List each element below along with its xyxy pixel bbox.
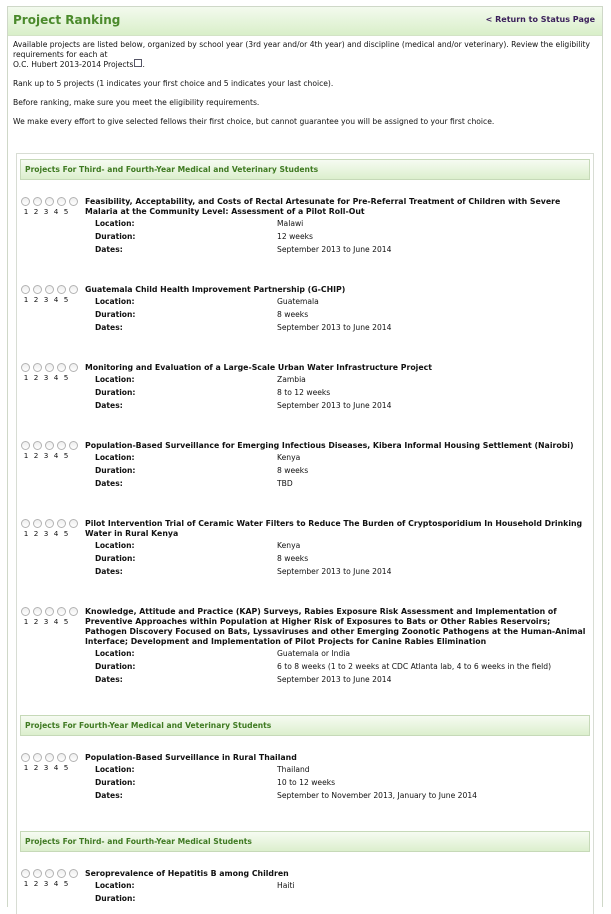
project-location-row — [85, 763, 593, 776]
rank-radio-group — [21, 197, 81, 206]
rank-radio-2[interactable] — [33, 285, 42, 294]
rank-number-label: 2 — [33, 763, 39, 772]
rank-number-label: 3 — [43, 207, 49, 216]
dates-label: Dates: — [95, 479, 123, 488]
location-label: Location: — [95, 765, 135, 774]
rank-radio-5[interactable] — [69, 285, 78, 294]
project-dates-row — [85, 789, 593, 802]
duration-value: 8 to 12 weeks — [277, 388, 331, 397]
rank-numbers — [21, 529, 81, 538]
rank-number-label: 4 — [53, 207, 59, 216]
rank-radio-group — [21, 441, 81, 450]
projects-link[interactable]: O.C. Hubert 2013-2014 Projects — [13, 60, 134, 69]
rank-radio-1[interactable] — [21, 753, 30, 762]
rank-radio-5[interactable] — [69, 197, 78, 206]
section-header: Projects For Third- and Fourth-Year Medical and Veterinary Students — [20, 159, 590, 180]
rank-radio-3[interactable] — [45, 363, 54, 372]
dates-label: Dates: — [95, 791, 123, 800]
location-value: Thailand — [277, 765, 310, 774]
project-dates-row — [85, 673, 593, 686]
project-duration-row — [85, 230, 593, 243]
project-duration-row — [85, 776, 593, 789]
rank-radio-3[interactable] — [45, 519, 54, 528]
project-title: Feasibility, Acceptability, and Costs of Rectal Artesunate for Pre-Referral Treatment of Children with Severe Malaria at the Community Level: Assessment of a Pilot Roll-Out — [85, 197, 561, 216]
rank-selector — [21, 607, 81, 626]
project-title: Population-Based Surveillance for Emerging Infectious Diseases, Kibera Informal Housing Settlement (Nairobi) — [85, 441, 574, 450]
dates-value: TBD — [277, 479, 293, 488]
project-title: Guatemala Child Health Improvement Partnership (G-CHIP) — [85, 285, 346, 294]
rank-radio-4[interactable] — [57, 441, 66, 450]
location-value: Haiti — [277, 881, 295, 890]
dates-label: Dates: — [95, 567, 123, 576]
rank-radio-3[interactable] — [45, 197, 54, 206]
rank-radio-4[interactable] — [57, 285, 66, 294]
rank-radio-4[interactable] — [57, 363, 66, 372]
rank-radio-5[interactable] — [69, 753, 78, 762]
rank-radio-1[interactable] — [21, 285, 30, 294]
duration-value: 12 weeks — [277, 232, 313, 241]
rank-radio-4[interactable] — [57, 607, 66, 616]
rank-number-label: 1 — [23, 879, 29, 888]
rank-number-label: 4 — [53, 529, 59, 538]
project-dates-row — [85, 321, 593, 334]
rank-number-label: 1 — [23, 617, 29, 626]
dates-value: September 2013 to June 2014 — [277, 401, 392, 410]
project-title: Seroprevalence of Hepatitis B among Children — [85, 869, 289, 878]
duration-label: Duration: — [95, 232, 136, 241]
period: . — [142, 60, 145, 69]
rank-radio-1[interactable] — [21, 519, 30, 528]
rank-number-label: 1 — [23, 295, 29, 304]
rank-selector — [21, 363, 81, 382]
location-label: Location: — [95, 375, 135, 384]
rank-radio-group — [21, 607, 81, 616]
project-duration-row — [85, 660, 593, 673]
rank-radio-group — [21, 869, 81, 878]
rank-number-label: 5 — [63, 373, 69, 382]
intro-text — [8, 36, 602, 127]
rank-number-label: 1 — [23, 373, 29, 382]
project-title: Population-Based Surveillance in Rural Thailand — [85, 753, 297, 762]
project-duration-row — [85, 892, 593, 905]
project-location-row — [85, 879, 593, 892]
rank-number-label: 3 — [43, 879, 49, 888]
dates-label: Dates: — [95, 323, 123, 332]
rank-radio-2[interactable] — [33, 753, 42, 762]
assignment-note: We make every effort to give selected fellows their first choice, but cannot guarantee you will be assigned to your first choice. — [13, 117, 495, 126]
dates-label: Dates: — [95, 675, 123, 684]
rank-radio-group — [21, 363, 81, 372]
dates-label: Dates: — [95, 401, 123, 410]
rank-radio-2[interactable] — [33, 363, 42, 372]
location-label: Location: — [95, 541, 135, 550]
location-value: Kenya — [277, 541, 301, 550]
duration-label: Duration: — [95, 894, 136, 903]
rank-number-label: 3 — [43, 617, 49, 626]
rank-number-label: 5 — [63, 763, 69, 772]
rank-radio-group — [21, 519, 81, 528]
rank-radio-group — [21, 753, 81, 762]
rank-radio-3[interactable] — [45, 441, 54, 450]
project-item — [17, 519, 593, 578]
eligibility-note: Before ranking, make sure you meet the eligibility requirements. — [13, 98, 260, 107]
project-ranking-panel — [7, 6, 603, 907]
duration-label: Duration: — [95, 554, 136, 563]
rank-radio-2[interactable] — [33, 441, 42, 450]
rank-number-label: 4 — [53, 763, 59, 772]
rank-radio-1[interactable] — [21, 197, 30, 206]
section-header: Projects For Fourth-Year Medical and Veterinary Students — [20, 715, 590, 736]
dates-value: September 2013 to June 2014 — [277, 675, 392, 684]
rank-selector — [21, 753, 81, 772]
location-label: Location: — [95, 219, 135, 228]
rank-radio-5[interactable] — [69, 519, 78, 528]
rank-number-label: 1 — [23, 529, 29, 538]
location-label: Location: — [95, 297, 135, 306]
project-location-row — [85, 373, 593, 386]
rank-radio-group — [21, 285, 81, 294]
rank-number-label: 1 — [23, 451, 29, 460]
intro-paragraph: Available projects are listed below, organized by school year (3rd year and/or 4th year) and discipline (medical and/or veterinary). Review the eligibility requirements for each at — [13, 40, 590, 59]
panel-header — [8, 7, 602, 36]
rank-number-label: 2 — [33, 451, 39, 460]
project-dates-row — [85, 477, 593, 490]
rank-radio-3[interactable] — [45, 285, 54, 294]
rank-radio-4[interactable] — [57, 869, 66, 878]
rank-radio-5[interactable] — [69, 869, 78, 878]
project-location-row — [85, 539, 593, 552]
rank-radio-5[interactable] — [69, 607, 78, 616]
rank-radio-1[interactable] — [21, 869, 30, 878]
project-item — [17, 441, 593, 490]
project-duration-row — [85, 386, 593, 399]
rank-radio-1[interactable] — [21, 441, 30, 450]
duration-value: 6 to 8 weeks (1 to 2 weeks at CDC Atlanta lab, 4 to 6 weeks in the field) — [277, 662, 552, 671]
rank-number-label: 4 — [53, 295, 59, 304]
duration-label: Duration: — [95, 662, 136, 671]
rank-selector — [21, 197, 81, 216]
location-value: Kenya — [277, 453, 301, 462]
duration-label: Duration: — [95, 388, 136, 397]
rank-number-label: 3 — [43, 529, 49, 538]
rank-numbers — [21, 373, 81, 382]
location-label: Location: — [95, 649, 135, 658]
project-location-row — [85, 647, 593, 660]
project-location-row — [85, 217, 593, 230]
project-dates-row — [85, 399, 593, 412]
rank-radio-2[interactable] — [33, 607, 42, 616]
project-location-row — [85, 295, 593, 308]
rank-number-label: 3 — [43, 763, 49, 772]
rank-number-label: 2 — [33, 295, 39, 304]
rank-radio-4[interactable] — [57, 197, 66, 206]
location-value: Guatemala — [277, 297, 319, 306]
rank-selector — [21, 519, 81, 538]
duration-value: 8 weeks — [277, 554, 309, 563]
rank-number-label: 5 — [63, 617, 69, 626]
rank-radio-4[interactable] — [57, 519, 66, 528]
project-duration-row — [85, 464, 593, 477]
rank-number-label: 5 — [63, 451, 69, 460]
return-to-status-link[interactable]: < Return to Status Page — [485, 15, 595, 24]
rank-number-label: 3 — [43, 451, 49, 460]
rank-numbers — [21, 451, 81, 460]
rank-radio-3[interactable] — [45, 607, 54, 616]
rank-number-label: 2 — [33, 373, 39, 382]
rank-radio-2[interactable] — [33, 197, 42, 206]
rank-selector — [21, 441, 81, 460]
duration-value: 8 weeks — [277, 310, 309, 319]
rank-numbers — [21, 207, 81, 216]
rank-radio-4[interactable] — [57, 753, 66, 762]
section-header: Projects For Third- and Fourth-Year Medical Students — [20, 831, 590, 852]
rank-numbers — [21, 617, 81, 626]
rank-radio-2[interactable] — [33, 869, 42, 878]
project-title: Pilot Intervention Trial of Ceramic Water Filters to Reduce The Burden of Cryptosporidium In Household Drinking Water in Rural Kenya — [85, 519, 583, 538]
rank-selector — [21, 869, 81, 888]
dates-value: September 2013 to June 2014 — [277, 323, 392, 332]
project-item — [17, 607, 593, 686]
rank-number-label: 3 — [43, 373, 49, 382]
rank-number-label: 4 — [53, 451, 59, 460]
rank-instructions: Rank up to 5 projects (1 indicates your first choice and 5 indicates your last choice). — [13, 79, 334, 88]
duration-label: Duration: — [95, 778, 136, 787]
dates-value: September 2013 to June 2014 — [277, 245, 392, 254]
project-title: Knowledge, Attitude and Practice (KAP) Surveys, Rabies Exposure Risk Assessment and Implementation of Preventive Approaches within Population at Higher Risk of Exposures to Bats or Other Rabies Reservoirs; Pathogen Discovery Focused on Bats, Lyssaviruses and other Emerging Zoonotic Pathogens at the Human-Animal Interface; Development and Implementation of Pilot Projects for Canine Rabies Elimination — [85, 607, 586, 646]
rank-radio-2[interactable] — [33, 519, 42, 528]
duration-label: Duration: — [95, 466, 136, 475]
project-dates-row — [85, 243, 593, 256]
rank-number-label: 3 — [43, 295, 49, 304]
project-item — [17, 285, 593, 334]
rank-number-label: 1 — [23, 207, 29, 216]
project-location-row — [85, 451, 593, 464]
rank-radio-1[interactable] — [21, 607, 30, 616]
rank-number-label: 5 — [63, 207, 69, 216]
page-title: Project Ranking — [13, 13, 121, 27]
dates-label: Dates: — [95, 245, 123, 254]
rank-numbers — [21, 295, 81, 304]
rank-number-label: 4 — [53, 617, 59, 626]
location-label: Location: — [95, 453, 135, 462]
location-value: Malawi — [277, 219, 304, 228]
rank-radio-3[interactable] — [45, 869, 54, 878]
project-item — [17, 753, 593, 802]
rank-number-label: 4 — [53, 879, 59, 888]
rank-selector — [21, 285, 81, 304]
dates-value: September 2013 to June 2014 — [277, 567, 392, 576]
rank-radio-3[interactable] — [45, 753, 54, 762]
rank-numbers — [21, 879, 81, 888]
rank-radio-5[interactable] — [69, 441, 78, 450]
project-dates-row — [85, 565, 593, 578]
rank-number-label: 5 — [63, 879, 69, 888]
project-item — [17, 197, 593, 256]
project-duration-row — [85, 308, 593, 321]
rank-numbers — [21, 763, 81, 772]
rank-radio-1[interactable] — [21, 363, 30, 372]
duration-label: Duration: — [95, 310, 136, 319]
project-item — [17, 363, 593, 412]
project-title: Monitoring and Evaluation of a Large-Scale Urban Water Infrastructure Project — [85, 363, 432, 372]
rank-number-label: 2 — [33, 529, 39, 538]
dates-value: September to November 2013, January to June 2014 — [277, 791, 478, 800]
rank-number-label: 2 — [33, 617, 39, 626]
rank-number-label: 5 — [63, 529, 69, 538]
location-label: Location: — [95, 881, 135, 890]
rank-radio-5[interactable] — [69, 363, 78, 372]
location-value: Guatemala or India — [277, 649, 351, 658]
project-duration-row — [85, 552, 593, 565]
rank-number-label: 5 — [63, 295, 69, 304]
rank-number-label: 2 — [33, 879, 39, 888]
duration-value: 10 to 12 weeks — [277, 778, 336, 787]
projects-container — [16, 153, 594, 914]
rank-number-label: 1 — [23, 763, 29, 772]
rank-number-label: 4 — [53, 373, 59, 382]
rank-number-label: 2 — [33, 207, 39, 216]
location-value: Zambia — [277, 375, 306, 384]
project-item — [17, 869, 593, 909]
duration-value: 8 weeks — [277, 466, 309, 475]
